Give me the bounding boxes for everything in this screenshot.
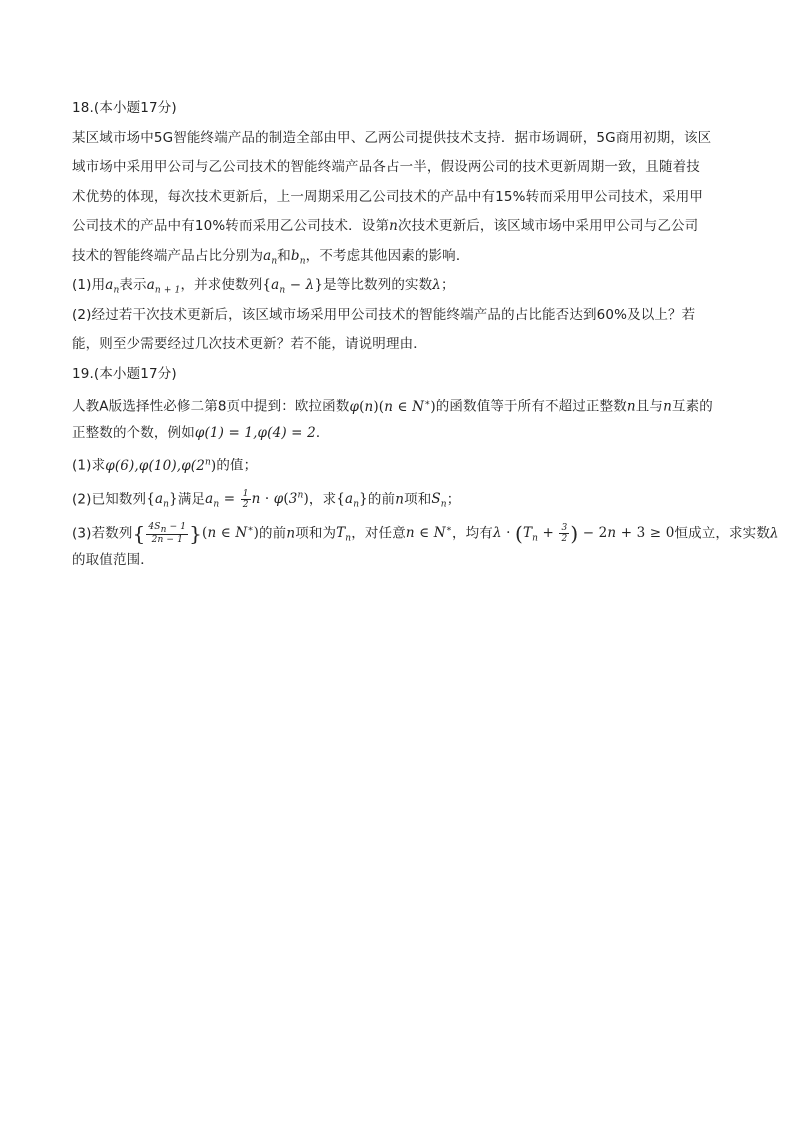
math-lambda: λ <box>770 525 779 541</box>
q18-part-2-line-1 <box>72 305 722 335</box>
exam-page <box>72 98 779 579</box>
q19-text: (3)若数列 <box>72 525 133 541</box>
math-variable: n <box>389 218 398 234</box>
q18-text: 和 <box>277 247 291 264</box>
math-a-n-plus-1: $a_{n + 1}$ <box>146 277 181 296</box>
q18-paragraph-line-2 <box>72 157 722 187</box>
q18-part-1 <box>72 275 722 305</box>
q19-text: 项和为 <box>295 525 337 541</box>
q18-text: 表示 <box>119 277 147 293</box>
math-inequality: $\lambda \cdot (T_n$ + $\frac{3}{2}$ ) − 2n + 3 ≥ 0 <box>492 521 675 546</box>
math-an-formula: $a_n$ = $\frac{1}{2}$ $n \cdot \varphi(3^n)$ <box>205 489 309 510</box>
q19-header <box>72 364 722 394</box>
q18-text: 某区域市场中5G智能终端产品的制造全部由甲、乙两公司提供技术支持．据市场调研，5G商用初期，该区 <box>72 129 712 146</box>
math-lambda: λ <box>432 277 442 293</box>
q19-part-1 <box>72 452 722 482</box>
q18-paragraph-line-5 <box>72 246 722 276</box>
q18-text: 是等比数列的实数 <box>323 277 433 293</box>
q19-text: (1)求 <box>72 457 106 474</box>
math-T-n: $T_n$ <box>336 525 352 544</box>
q19-text: ，对任意 <box>351 525 406 541</box>
math-a-n: $a_n$ <box>105 277 120 296</box>
q19-text: 人教A版选择性必修二第8页中提到：欧拉函数 <box>72 398 350 415</box>
q19-text: 互素的 <box>671 398 713 415</box>
math-variable: n <box>395 491 405 507</box>
math-variable: n <box>626 398 636 415</box>
q19-part-3-line-2 <box>72 550 722 580</box>
q18-text: 次技术更新后，该区域市场中采用甲公司与乙公司 <box>397 218 699 234</box>
q19-paragraph-line-2 <box>72 423 722 453</box>
math-a-n: $a_n$ <box>263 247 278 267</box>
q18-text: 能，则至少需要经过几次技术更新？若不能，请说明理由． <box>72 336 427 352</box>
q18-header-text: 18.(本小题17分) <box>72 100 177 116</box>
q18-text: ； <box>441 277 455 293</box>
math-variable: n <box>663 398 672 415</box>
q19-text: 且与 <box>635 398 664 415</box>
math-S-n: $S_n$ <box>431 491 447 510</box>
q19-text: 满足 <box>177 491 206 507</box>
q19-text: 的函数值等于所有不超过正整数 <box>435 398 627 415</box>
q19-header-text: 19.(本小题17分) <box>72 365 177 382</box>
math-sequence-fraction: { $\frac{4S_n - 1}{2n - 1}$ }(n ∈ N∗) <box>132 521 260 546</box>
q19-text: 的取值范围． <box>72 551 154 568</box>
q19-text: 恒成立，求实数 <box>674 525 770 541</box>
math-b-n: $b_n$ <box>290 247 306 267</box>
q19-part-2 <box>72 482 722 516</box>
q18-text: 术优势的体现，每次技术更新后，上一周期采用乙公司技术的产品中有15%转而采用甲公司技术，采用甲 <box>72 188 704 205</box>
q18-text: 技术的智能终端产品占比分别为 <box>72 247 264 264</box>
q19-text: 项和 <box>404 491 432 507</box>
q18-text: (2)经过若干次技术更新后，该区域市场采用甲公司技术的智能终端产品的占比能否达到60%及以上？若 <box>72 306 696 323</box>
math-euler-phi-n: φ(n)(n ∈ N∗) <box>349 398 436 415</box>
q19-text: 正整数的个数，例如 <box>72 424 195 441</box>
q19-text: ，均有 <box>452 525 493 541</box>
q19-text: 的值； <box>216 457 258 474</box>
math-sequence-an: $\{a_n\}$ <box>336 491 368 510</box>
q18-text: 域市场中采用甲公司与乙公司技术的智能终端产品各占一半，假设两公司的技术更新周期一致，且随着技 <box>72 159 700 175</box>
math-sequence-an-minus-lambda: $\{a_n - \lambda\}$ <box>262 277 324 296</box>
q18-text: 公司技术的产品中有10%转而采用乙公司技术．设第 <box>72 218 390 234</box>
q18-text: ，并求使数列 <box>180 277 263 293</box>
math-phi-values: φ(6),φ(10),φ(2$^n$) <box>105 457 217 474</box>
q19-text: 的前 <box>259 525 287 541</box>
q19-text: ． <box>315 424 330 441</box>
q19-text: ； <box>446 491 461 507</box>
q18-text: ，不考虑其他因素的影响． <box>305 247 470 264</box>
q18-part-2-line-2 <box>72 334 722 364</box>
q19-paragraph-line-1 <box>72 393 722 423</box>
q18-paragraph-line-3 <box>72 187 722 217</box>
q19-part-3-line-1 <box>72 516 779 550</box>
q19-text: ，求 <box>308 491 337 507</box>
q18-paragraph-line-4 <box>72 216 722 246</box>
q19-text: (2)已知数列 <box>72 491 147 507</box>
math-sequence-an: $\{a_n\}$ <box>146 491 178 510</box>
math-phi-examples: φ(1) = 1,φ(4) = 2 <box>194 424 316 441</box>
q19-text: 的前 <box>367 491 396 507</box>
q18-header <box>72 98 722 128</box>
q18-text: (1)用 <box>72 277 106 293</box>
math-n-in-N: n ∈ N∗ <box>405 524 452 541</box>
math-variable: n <box>286 525 296 541</box>
q18-paragraph-line-1 <box>72 128 722 158</box>
